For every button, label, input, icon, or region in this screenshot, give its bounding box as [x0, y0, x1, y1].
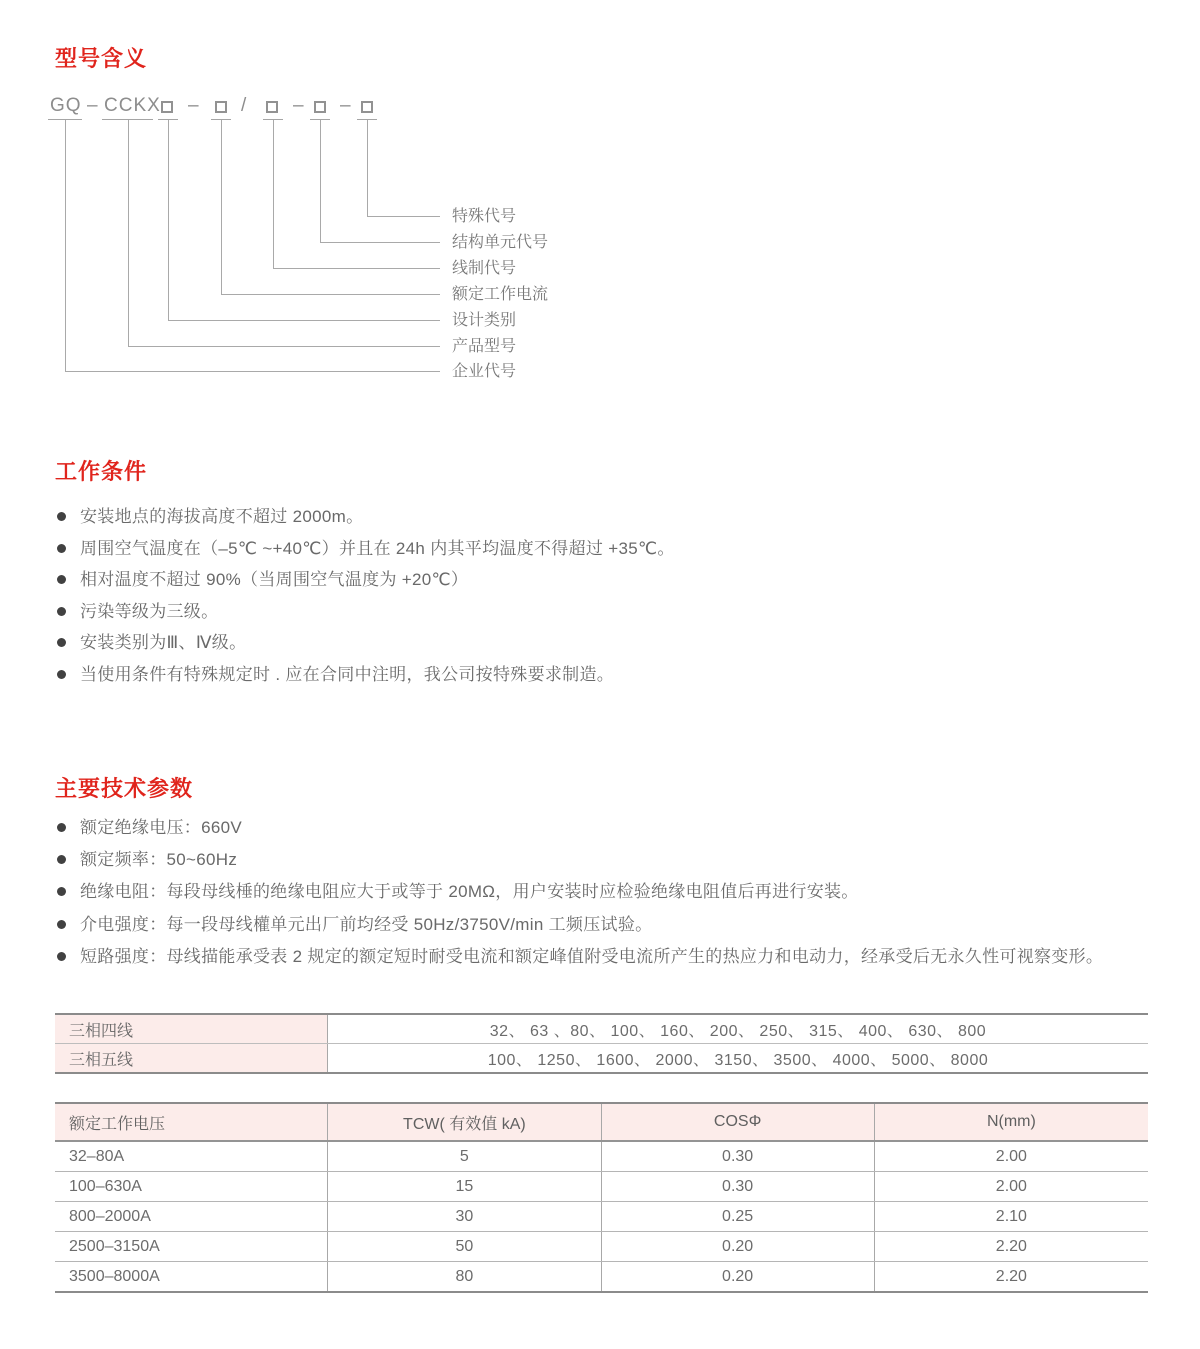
model-code-segment: – [188, 95, 200, 116]
data-cell: 15 [328, 1172, 601, 1201]
bullet-item [57, 913, 1157, 945]
table-header-row [55, 1104, 1148, 1142]
model-part-label: 线制代号 [452, 260, 517, 277]
data-cell: 2.10 [995, 1207, 1027, 1225]
bullet-item [57, 505, 1157, 537]
section-title-working-conditions: 工作条件 [55, 459, 148, 484]
row-values-cell: 32、 63 、80、 100、 160、 200、 250、 315、 400、 630、 800 [489, 1022, 987, 1040]
bullet-dot-icon [57, 952, 66, 961]
bullet-item-text: 额定频率：50~60Hz [80, 850, 238, 870]
model-code-diagram [0, 95, 1200, 405]
section-title-model-meaning: 型号含义 [55, 46, 148, 71]
model-code-segment: / [241, 95, 248, 116]
model-part-label: 企业代号 [452, 363, 517, 380]
bullet-item-text: 当使用条件有特殊规定时 . 应在合同中注明，我公司按特殊要求制造。 [80, 664, 615, 684]
data-cell: 2.00 [995, 1147, 1027, 1165]
bullet-item-text: 安装类别为Ⅲ、Ⅳ级。 [80, 633, 247, 652]
data-cell: 2.00 [995, 1177, 1027, 1195]
bullet-item-text: 绝缘电阻：每段母线棰的绝缘电阻应大于或等于 20MΩ，用户安装时应检验绝缘电阻值后再进行安装。 [80, 882, 859, 902]
bullet-item-text: 额定绝缘电压：660V [80, 818, 243, 837]
spec-table [55, 1102, 1148, 1293]
bullet-item [57, 945, 1157, 977]
bullet-item-text: 短路强度：母线描能承受表 2 规定的额定短时耐受电流和额定峰值附受电流所产生的热应力和电动力，经承受后无永久性可视察变形。 [80, 946, 1104, 966]
bullet-dot-icon [57, 544, 66, 553]
model-code-box [266, 101, 278, 113]
model-code-box [361, 101, 373, 113]
table-row [55, 1172, 1148, 1202]
bullet-item [57, 848, 1157, 880]
bullet-dot-icon [57, 638, 66, 647]
section-title-tech-params: 主要技术参数 [55, 776, 194, 801]
phase-current-table [55, 1013, 1148, 1074]
data-cell: 5 [328, 1142, 601, 1171]
bullet-item-text: 污染等级为三级。 [80, 601, 219, 621]
bullet-dot-icon [57, 575, 66, 584]
bullet-item [57, 631, 1157, 663]
tech-params-list [57, 816, 1157, 977]
data-cell: 100–630A [55, 1172, 328, 1201]
row-values-cell: 100、 1250、 1600、 2000、 3150、 3500、 4000、 5000、 8000 [487, 1051, 989, 1069]
data-cell: 0.25 [602, 1202, 875, 1231]
model-code-segment: – [293, 95, 305, 116]
model-code-segment: CCKX [104, 95, 161, 116]
bullet-dot-icon [57, 607, 66, 616]
bullet-item [57, 600, 1157, 632]
data-cell: 32–80A [55, 1142, 328, 1171]
bullet-item-text: 相对温度不超过 90%（当周围空气温度为 +20℃） [80, 570, 469, 589]
model-code-segment: GQ [50, 95, 82, 116]
header-cell: 额定工作电压 [55, 1104, 328, 1140]
data-cell: 50 [328, 1232, 601, 1261]
model-code-box [314, 101, 326, 113]
data-cell: 800–2000A [55, 1202, 328, 1231]
row-label-cell: 三相五线 [55, 1044, 328, 1072]
bullet-dot-icon [57, 823, 66, 832]
data-cell: 2.20 [995, 1267, 1027, 1285]
bullet-item [57, 568, 1157, 600]
data-cell: 2.20 [995, 1237, 1027, 1255]
bullet-item [57, 816, 1157, 848]
bullet-item [57, 537, 1157, 569]
header-cell: TCW( 有效值 kA) [328, 1104, 601, 1140]
model-code-box [161, 101, 173, 113]
table-row [55, 1262, 1148, 1291]
row-label-cell: 三相四线 [55, 1015, 328, 1043]
data-cell: 3500–8000A [55, 1262, 328, 1291]
table-row [55, 1015, 1148, 1044]
bullet-item-text: 周围空气温度在（–5℃ ~+40℃）并且在 24h 内其平均温度不得超过 +35℃。 [80, 538, 675, 558]
model-part-label: 额定工作电流 [452, 286, 549, 303]
header-cell: N(mm) [986, 1113, 1036, 1130]
data-cell: 0.30 [602, 1172, 875, 1201]
table-row [55, 1142, 1148, 1172]
bullet-dot-icon [57, 920, 66, 929]
bullet-item-text: 安装地点的海拔高度不超过 2000m。 [80, 507, 364, 526]
bullet-dot-icon [57, 887, 66, 896]
bullet-dot-icon [57, 855, 66, 864]
table-row [55, 1044, 1148, 1072]
model-part-label: 结构单元代号 [452, 234, 549, 251]
bullet-dot-icon [57, 670, 66, 679]
model-code-segment: – [340, 95, 352, 116]
data-cell: 0.30 [602, 1142, 875, 1171]
data-cell: 30 [328, 1202, 601, 1231]
header-cell: COSΦ [602, 1104, 875, 1140]
bullet-item-text: 介电强度：每一段母线權单元出厂前均经受 50Hz/3750V/min 工频压试验。 [80, 914, 653, 934]
table-row [55, 1202, 1148, 1232]
model-code-box [215, 101, 227, 113]
data-cell: 80 [328, 1262, 601, 1291]
model-part-label: 产品型号 [452, 338, 517, 355]
bullet-dot-icon [57, 512, 66, 521]
model-part-label: 设计类别 [452, 312, 517, 329]
data-cell: 0.20 [602, 1262, 875, 1291]
working-conditions-list [57, 505, 1157, 694]
table-row [55, 1232, 1148, 1262]
bullet-item [57, 880, 1157, 912]
model-code-segment: – [87, 95, 99, 116]
model-part-label: 特殊代号 [452, 208, 517, 225]
data-cell: 0.20 [602, 1232, 875, 1261]
bullet-item [57, 663, 1157, 695]
connector-line [65, 120, 440, 372]
data-cell: 2500–3150A [55, 1232, 328, 1261]
